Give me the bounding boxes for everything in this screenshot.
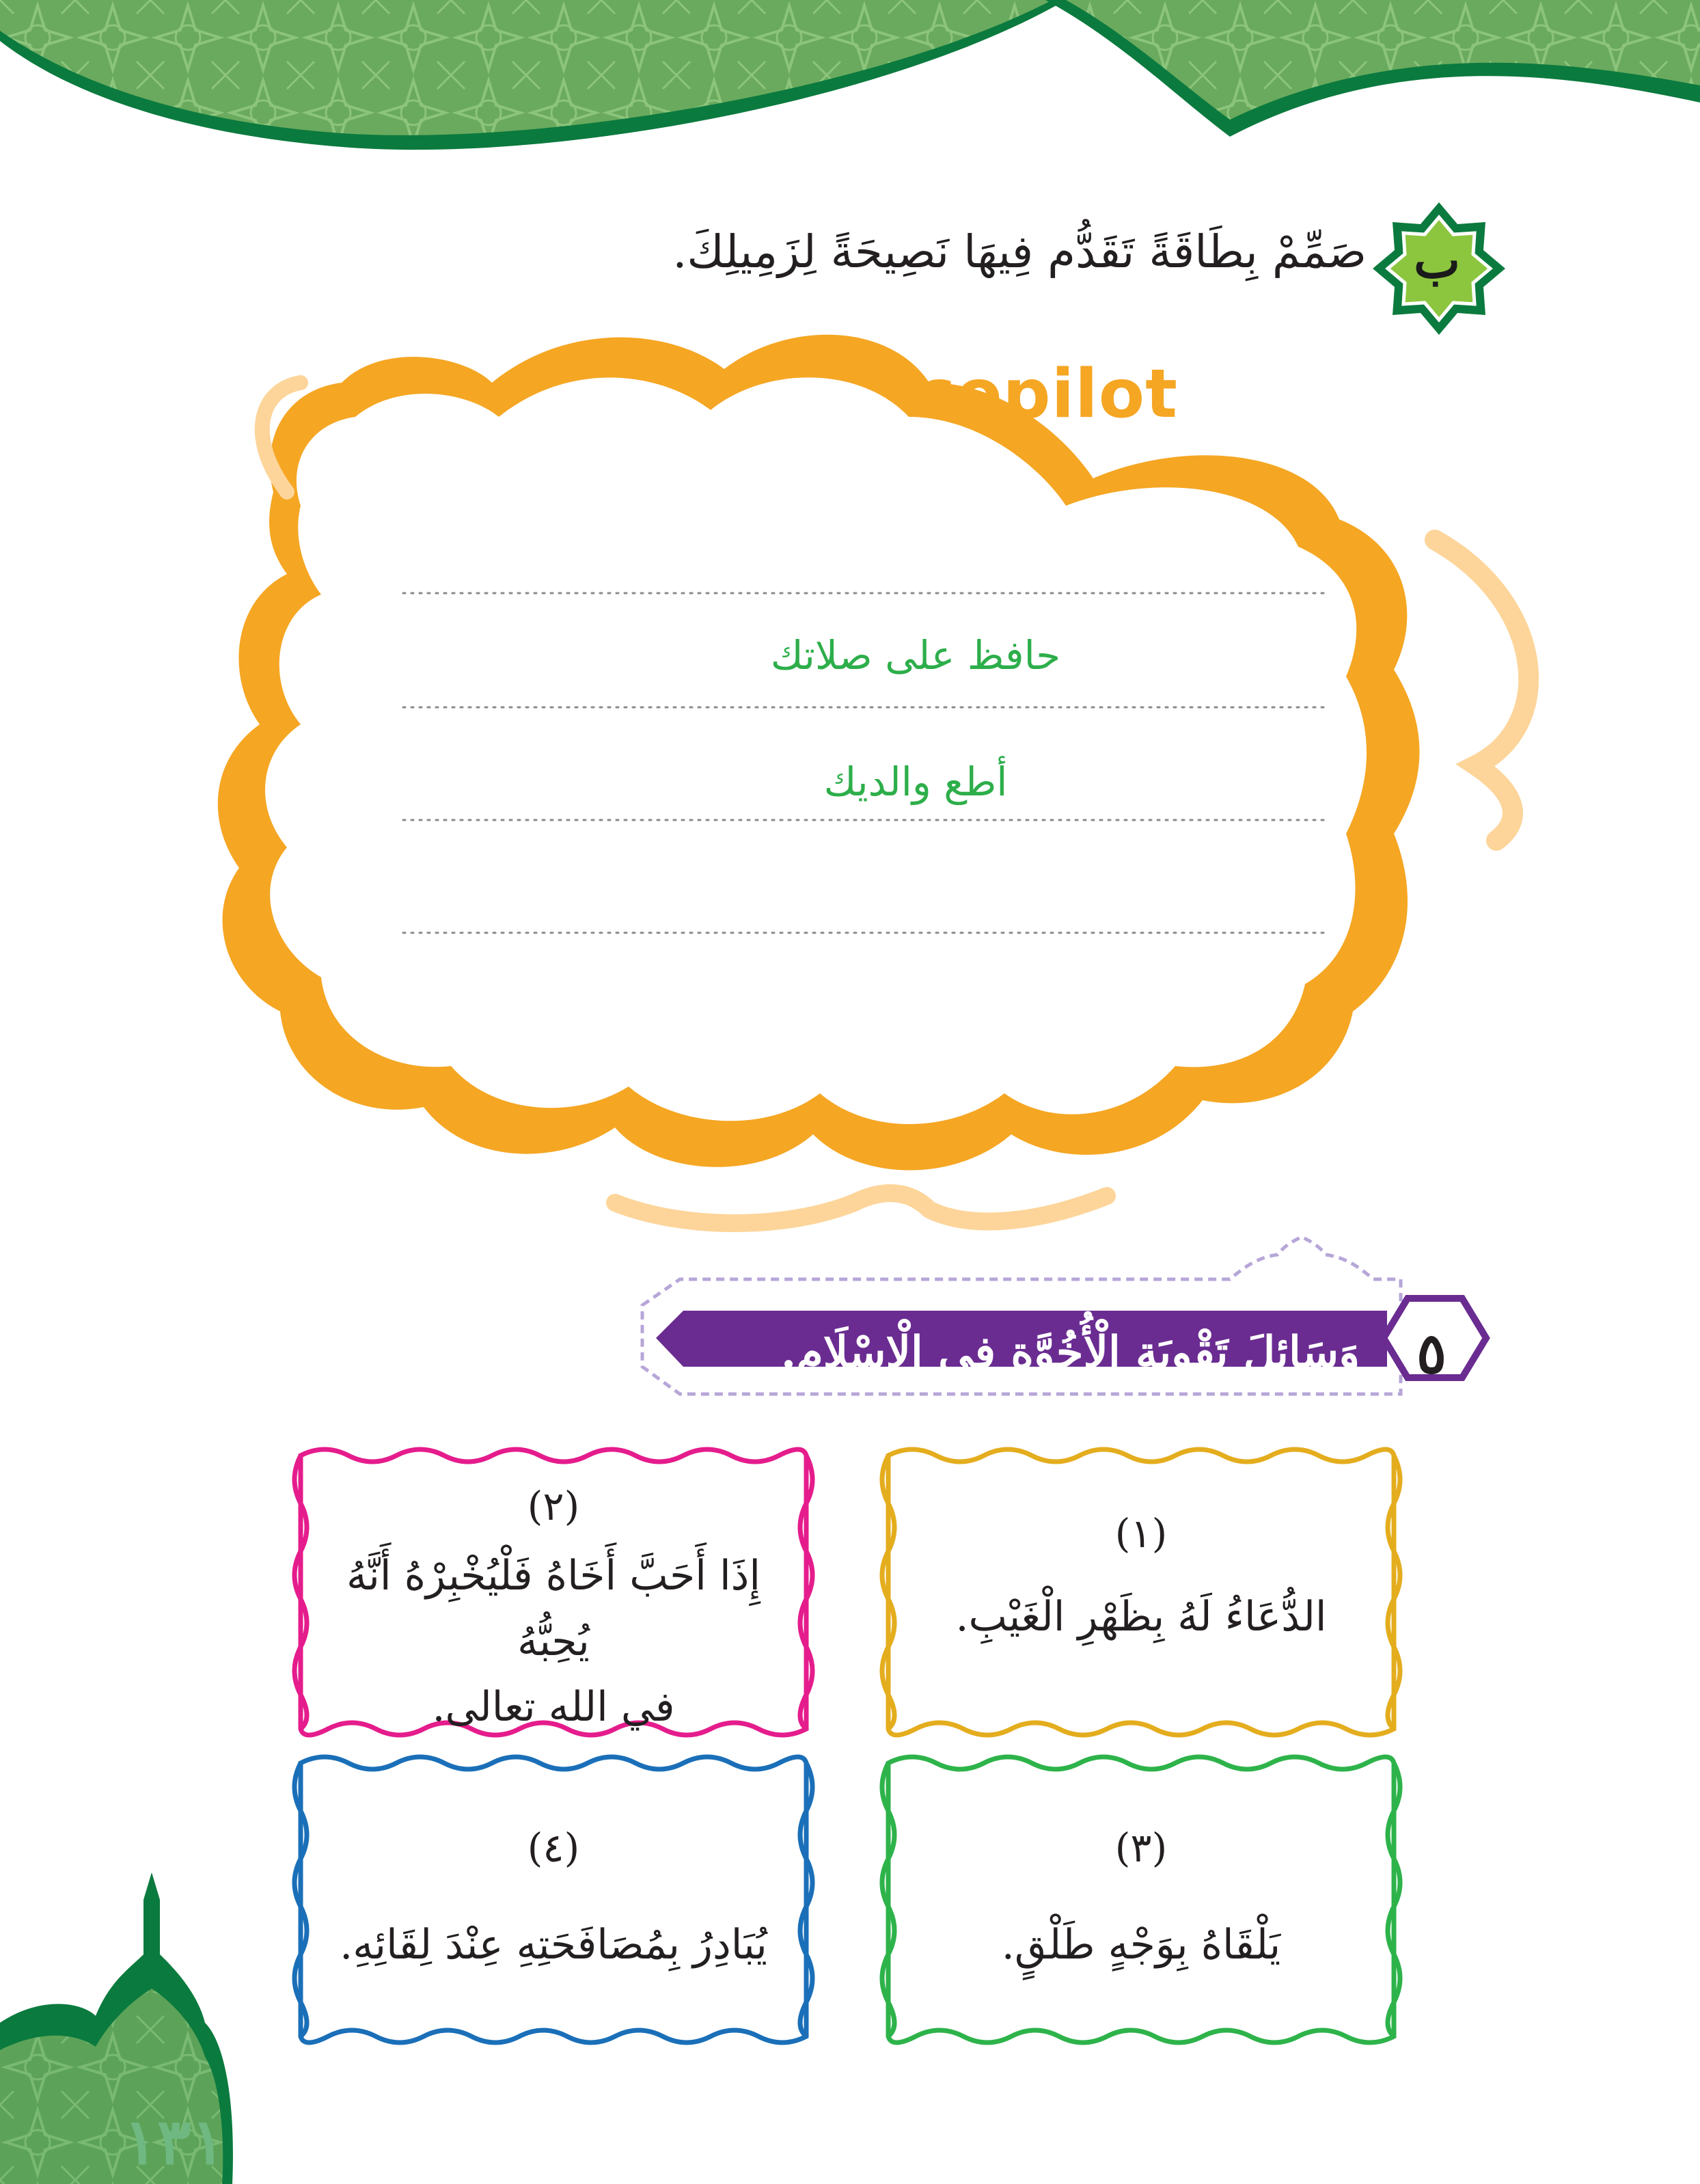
card-text: الدُّعَاءُ لَهُ بِظَهْرِ الْغَيْبِ. — [955, 1593, 1327, 1641]
card-text: في الله تعالى. — [432, 1683, 675, 1731]
card-text: يَلْقَاهُ بِوَجْهٍ طَلْقٍ. — [1001, 1921, 1281, 1969]
handwritten-answer: حافظ على صلاتك — [770, 632, 1061, 679]
page-number: ١٣١ — [123, 2105, 225, 2179]
card-text: يُبَادِرُ بِمُصَافَحَتِهِ عِنْدَ لِقَائِهِ. — [340, 1921, 767, 1969]
card-2 — [314, 1476, 793, 1740]
card-number: (٢) — [527, 1483, 580, 1529]
copilot-watermark: copilot — [916, 355, 1178, 433]
card-text: إِذَا أَحَبَّ أَخَاهُ فَلْيُخْبِرْهُ أَنَّهُ يُحِبُّهُ — [346, 1552, 761, 1665]
card-number: (٤) — [527, 1825, 580, 1871]
instruction-text: صَمِّمْ بِطَاقَةً تَقَدُّم فِيهَا نَصِيحَةً لِزَمِيلِكَ. — [672, 226, 1367, 278]
section-number: ٥ — [1416, 1321, 1447, 1387]
card-number: (٣) — [1114, 1825, 1168, 1871]
card-3 — [902, 1784, 1380, 1978]
card-1 — [902, 1476, 1380, 1650]
handwritten-answer: أطع والديك — [823, 759, 1008, 805]
card-4 — [314, 1784, 793, 1978]
header-band — [0, 0, 1700, 150]
section-title: وَسَائِلَ تَقْوِيَةِ الْأُخُوَّةِ فِي الْإِسْلَامِ. — [780, 1327, 1360, 1378]
card-number: (١) — [1114, 1510, 1168, 1557]
badge-letter: ب — [1414, 231, 1460, 289]
